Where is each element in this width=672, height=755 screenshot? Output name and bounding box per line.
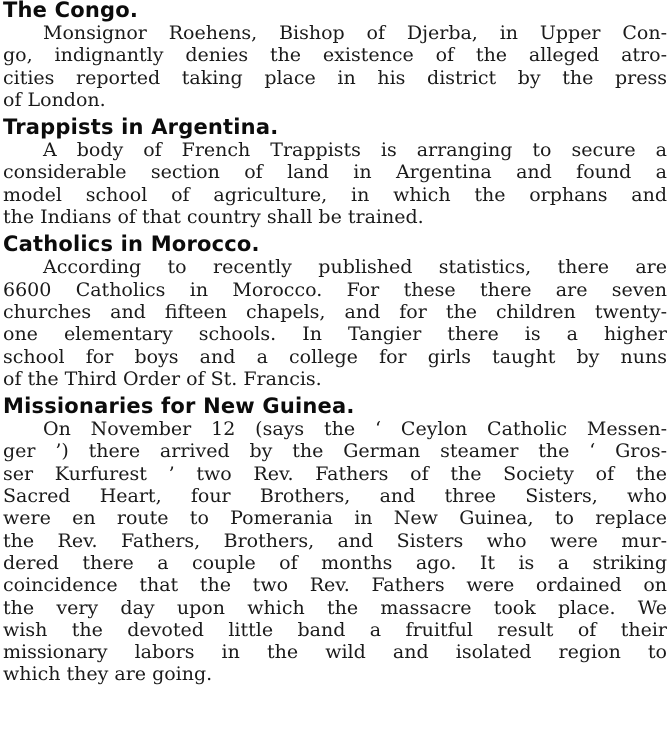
article-body <box>3 418 667 686</box>
article-body <box>3 22 667 111</box>
text-line: churches and fifteen chapels, and for the children twenty- <box>3 300 667 323</box>
text-line: cities reported taking place in his district by the press <box>3 66 667 89</box>
article-catholics-in-morocco <box>3 232 667 390</box>
text-line: school for boys and a college for girls taught by nuns <box>3 345 667 368</box>
text-line: considerable section of land in Argentina and found a <box>3 161 667 184</box>
text-line: one elementary schools. In Tangier there is a higher <box>3 323 667 346</box>
text-line: dered there a couple of months ago. It is a striking <box>3 551 667 574</box>
text-line: model school of agriculture, in which the orphans and <box>3 183 667 206</box>
text-line: missionary labors in the wild and isolated region to <box>3 641 667 664</box>
text-line: were en route to Pomerania in New Guinea, to replace <box>3 507 667 530</box>
text-line: which they are going. <box>3 663 213 686</box>
text-line: A body of French Trappists is arranging to secure a <box>43 139 667 162</box>
article-missionaries-for-new-guinea <box>3 394 667 686</box>
text-line: of the Third Order of St. Francis. <box>3 367 322 390</box>
text-line: ger ’) there arrived by the German steamer the ‘ Gros- <box>3 440 667 463</box>
text-line: coincidence that the two Rev. Fathers were ordained on <box>3 574 667 597</box>
text-line: According to recently published statistics, there are <box>43 256 667 279</box>
article-heading: Catholics in Morocco. <box>3 232 260 257</box>
article-heading: Missionaries for New Guinea. <box>3 394 355 419</box>
article-the-congo <box>3 0 667 111</box>
article-body <box>3 139 667 228</box>
text-line: the Indians of that country shall be trained. <box>3 206 424 229</box>
article-heading: The Congo. <box>3 0 139 22</box>
text-line: Sacred Heart, four Brothers, and three Sisters, who <box>3 485 667 508</box>
text-line: On November 12 (says the ‘ Ceylon Catholic Messen- <box>43 418 667 441</box>
text-line: go, indignantly denies the existence of the alleged atro- <box>3 44 667 67</box>
text-line: ser Kurfurest ’ two Rev. Fathers of the Society of the <box>3 462 667 485</box>
text-line: of London. <box>3 88 106 111</box>
text-line: the very day upon which the massacre took place. We <box>3 596 667 619</box>
text-line: Monsignor Roehens, Bishop of Djerba, in Upper Con- <box>43 22 667 44</box>
article-heading: Trappists in Argentina. <box>3 115 279 140</box>
text-line: the Rev. Fathers, Brothers, and Sisters who were mur- <box>3 529 667 552</box>
text-line: 6600 Catholics in Morocco. For these there are seven <box>3 278 667 301</box>
article-body <box>3 256 667 390</box>
text-line: wish the devoted little band a fruitful result of their <box>3 618 667 641</box>
article-trappists-in-argentina <box>3 115 667 228</box>
